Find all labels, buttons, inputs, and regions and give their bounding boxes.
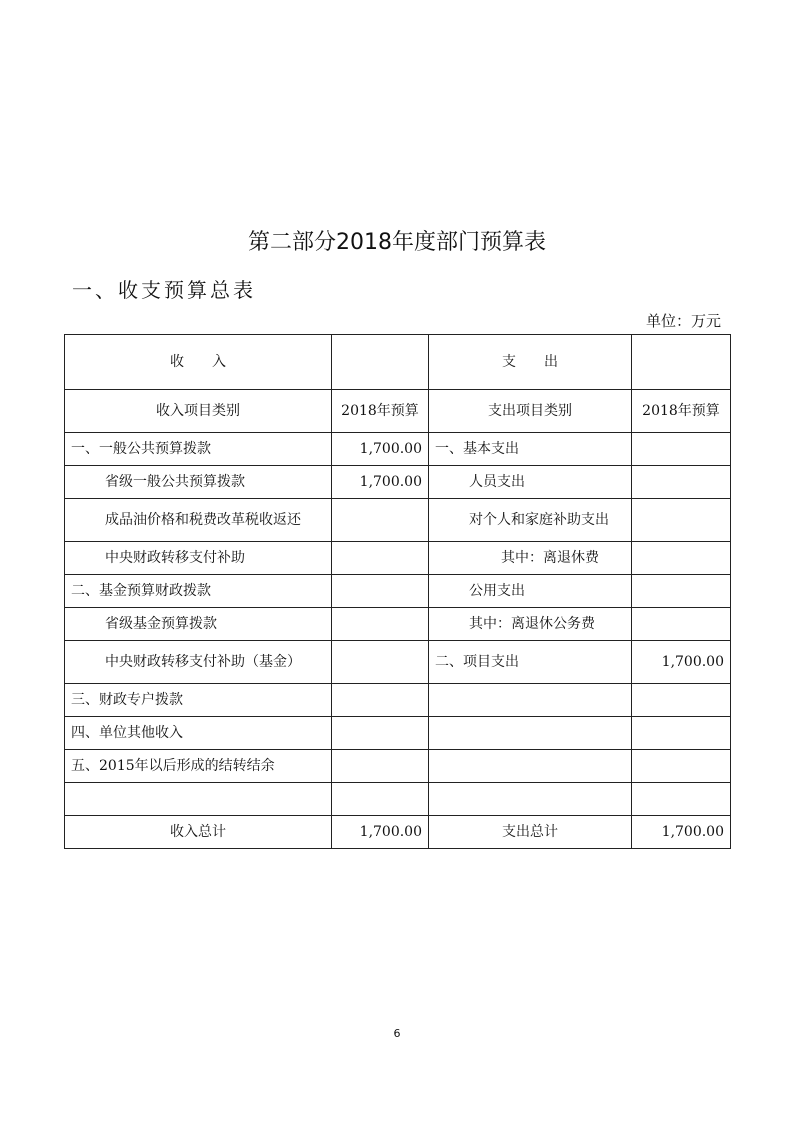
expense-item: 其中：离退休费 [429, 542, 632, 575]
income-header: 收 入 [65, 335, 332, 390]
expense-value [632, 575, 731, 608]
expense-value [632, 684, 731, 717]
expense-item: 二、项目支出 [429, 641, 632, 684]
income-item: 三、财政专户拨款 [65, 684, 332, 717]
table-header-row [65, 335, 731, 390]
expense-budget-header: 2018年预算 [632, 390, 731, 433]
income-total-label: 收入总计 [65, 816, 332, 849]
table-row [65, 750, 731, 783]
page-number: 6 [393, 1027, 401, 1040]
empty-header-cell [332, 335, 429, 390]
expense-item: 对个人和家庭补助支出 [429, 499, 632, 542]
income-value [332, 608, 429, 641]
expense-value [632, 433, 731, 466]
expense-total-value: 1,700.00 [632, 816, 731, 849]
expense-item [429, 717, 632, 750]
income-item: 四、单位其他收入 [65, 717, 332, 750]
expense-value [632, 608, 731, 641]
income-value: 1,700.00 [332, 433, 429, 466]
expense-category-header: 支出项目类别 [429, 390, 632, 433]
expense-value [632, 499, 731, 542]
income-item: 二、基金预算财政拨款 [65, 575, 332, 608]
document-title: 第二部分2018年度部门预算表 [248, 230, 546, 255]
expense-value: 1,700.00 [632, 641, 731, 684]
income-budget-header: 2018年预算 [332, 390, 429, 433]
table-row [65, 542, 731, 575]
income-value [332, 542, 429, 575]
income-value [332, 575, 429, 608]
expense-item [429, 684, 632, 717]
table-row [65, 608, 731, 641]
income-value [332, 783, 429, 816]
expense-value [632, 717, 731, 750]
income-category-header: 收入项目类别 [65, 390, 332, 433]
table-row [65, 575, 731, 608]
table-row [65, 717, 731, 750]
table-row [65, 641, 731, 684]
income-item: 一、一般公共预算拨款 [65, 433, 332, 466]
expense-value [632, 783, 731, 816]
income-item: 省级基金预算拨款 [65, 608, 332, 641]
expense-item [429, 783, 632, 816]
budget-summary-table [64, 334, 731, 849]
table-row [65, 433, 731, 466]
section-heading: 一、收支预算总表 [72, 278, 256, 302]
income-item: 成品油价格和税费改革税收返还 [65, 499, 332, 542]
income-value [332, 750, 429, 783]
expense-value [632, 466, 731, 499]
expense-item: 其中：离退休公务费 [429, 608, 632, 641]
expense-item: 公用支出 [429, 575, 632, 608]
income-item: 中央财政转移支付补助（基金） [65, 641, 332, 684]
income-value [332, 684, 429, 717]
income-item: 省级一般公共预算拨款 [65, 466, 332, 499]
expense-value [632, 542, 731, 575]
income-value: 1,700.00 [332, 466, 429, 499]
income-item: 中央财政转移支付补助 [65, 542, 332, 575]
unit-label: 单位：万元 [645, 312, 721, 330]
empty-header-cell [632, 335, 731, 390]
expense-header: 支 出 [429, 335, 632, 390]
expense-total-label: 支出总计 [429, 816, 632, 849]
expense-item [429, 750, 632, 783]
table-subheader-row [65, 390, 731, 433]
income-item [65, 783, 332, 816]
table-row [65, 499, 731, 542]
expense-value [632, 750, 731, 783]
income-total-value: 1,700.00 [332, 816, 429, 849]
expense-item: 人员支出 [429, 466, 632, 499]
income-item: 五、2015年以后形成的结转结余 [65, 750, 332, 783]
income-value [332, 499, 429, 542]
income-value [332, 641, 429, 684]
table-row [65, 684, 731, 717]
expense-item: 一、基本支出 [429, 433, 632, 466]
table-row [65, 783, 731, 816]
income-value [332, 717, 429, 750]
table-row [65, 466, 731, 499]
totals-row [65, 816, 731, 849]
